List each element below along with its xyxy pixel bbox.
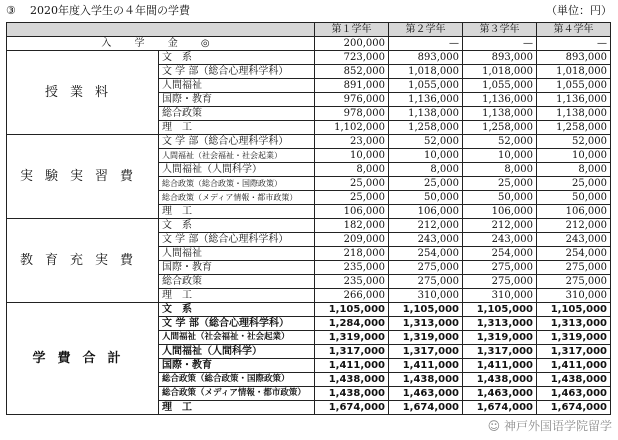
row-label: 人間福祉（人間科学）: [159, 345, 315, 359]
group-label: 教育充実費: [7, 219, 159, 303]
table-cell: 1,319,000: [463, 331, 537, 345]
row-label: 総合政策（メディア情報・都市政策）: [159, 191, 315, 205]
table-cell: 275,000: [537, 261, 611, 275]
table-cell: 852,000: [315, 65, 389, 79]
table-row: [7, 51, 611, 65]
table-cell: 1,411,000: [463, 359, 537, 373]
table-cell: 254,000: [463, 247, 537, 261]
table-cell: 1,258,000: [389, 121, 463, 135]
table-cell: 978,000: [315, 107, 389, 121]
table-cell: 10,000: [315, 149, 389, 163]
table-cell: —: [537, 37, 611, 51]
table-cell: 10,000: [389, 149, 463, 163]
row-label: 理 工: [159, 205, 315, 219]
table-cell: 1,438,000: [537, 373, 611, 387]
table-cell: 1,317,000: [315, 345, 389, 359]
row-label: 文 系: [159, 51, 315, 65]
table-cell: 243,000: [537, 233, 611, 247]
table-cell: 310,000: [463, 289, 537, 303]
table-cell: 1,138,000: [389, 107, 463, 121]
table-cell: 1,438,000: [389, 373, 463, 387]
header-corner: [7, 23, 315, 37]
row-label: 人間福祉: [159, 79, 315, 93]
table-cell: 275,000: [389, 261, 463, 275]
table-cell: 212,000: [463, 219, 537, 233]
column-header: 第１学年: [315, 23, 389, 37]
table-cell: 1,018,000: [537, 65, 611, 79]
table-cell: 200,000: [315, 37, 389, 51]
table-header-row: [7, 23, 611, 37]
table-cell: 106,000: [389, 205, 463, 219]
table-cell: 235,000: [315, 261, 389, 275]
group-label: 学費合計: [7, 303, 159, 415]
table-cell: 209,000: [315, 233, 389, 247]
table-cell: 25,000: [537, 177, 611, 191]
row-label: 国際・教育: [159, 261, 315, 275]
row-label: 人間福祉（社会福祉・社会起業）: [159, 149, 315, 163]
table-cell: 1,674,000: [389, 401, 463, 415]
table-cell: 50,000: [537, 191, 611, 205]
row-label: 国際・教育: [159, 93, 315, 107]
row-label: 総合政策: [159, 107, 315, 121]
table-cell: 23,000: [315, 135, 389, 149]
section-number: ③: [6, 4, 16, 17]
table-cell: 1,319,000: [389, 331, 463, 345]
table-cell: 1,136,000: [537, 93, 611, 107]
table-cell: 1,105,000: [537, 303, 611, 317]
group-label: 実験実習費: [7, 135, 159, 219]
row-label: 理 工: [159, 289, 315, 303]
table-cell: 1,438,000: [315, 373, 389, 387]
row-label: 文 学 部（総合心理科学科）: [159, 65, 315, 79]
table-cell: 266,000: [315, 289, 389, 303]
table-cell: 212,000: [389, 219, 463, 233]
entry-fee-row: [7, 37, 611, 51]
table-cell: 976,000: [315, 93, 389, 107]
table-cell: 1,317,000: [389, 345, 463, 359]
table-cell: 243,000: [463, 233, 537, 247]
table-cell: 1,438,000: [463, 373, 537, 387]
table-cell: 1,136,000: [463, 93, 537, 107]
tuition-group: [7, 51, 611, 135]
table-cell: 10,000: [463, 149, 537, 163]
table-cell: 25,000: [315, 191, 389, 205]
table-cell: 50,000: [463, 191, 537, 205]
table-cell: 1,463,000: [537, 387, 611, 401]
table-cell: 25,000: [315, 177, 389, 191]
table-cell: 275,000: [463, 275, 537, 289]
table-cell: 1,136,000: [389, 93, 463, 107]
table-cell: 235,000: [315, 275, 389, 289]
row-label: 理 工: [159, 121, 315, 135]
table-cell: 25,000: [463, 177, 537, 191]
table-cell: 1,313,000: [463, 317, 537, 331]
table-cell: 212,000: [537, 219, 611, 233]
entry-fee-label: 入 学 金 ◎: [7, 37, 315, 51]
table-cell: 106,000: [315, 205, 389, 219]
table-cell: 1,463,000: [389, 387, 463, 401]
table-row: [7, 303, 611, 317]
table-cell: 1,674,000: [537, 401, 611, 415]
table-cell: 1,018,000: [463, 65, 537, 79]
table-cell: 1,411,000: [537, 359, 611, 373]
group-label: 授業料: [7, 51, 159, 135]
table-cell: 893,000: [463, 51, 537, 65]
table-cell: 106,000: [463, 205, 537, 219]
row-label: 人間福祉（人間科学）: [159, 163, 315, 177]
row-label: 文 学 部（総合心理科学科）: [159, 317, 315, 331]
row-label: 総合政策（総合政策・国際政策）: [159, 373, 315, 387]
table-cell: 254,000: [389, 247, 463, 261]
column-header: 第４学年: [537, 23, 611, 37]
table-cell: 8,000: [315, 163, 389, 177]
table-cell: 218,000: [315, 247, 389, 261]
table-cell: 1,317,000: [463, 345, 537, 359]
table-cell: 52,000: [537, 135, 611, 149]
table-cell: 106,000: [537, 205, 611, 219]
table-cell: 1,105,000: [315, 303, 389, 317]
table-cell: —: [463, 37, 537, 51]
row-label: 総合政策（総合政策・国際政策）: [159, 177, 315, 191]
column-header: 第２学年: [389, 23, 463, 37]
document-header: [6, 2, 612, 20]
table-cell: 8,000: [463, 163, 537, 177]
row-label: 人間福祉: [159, 247, 315, 261]
table-cell: 275,000: [389, 275, 463, 289]
table-cell: 1,674,000: [463, 401, 537, 415]
table-cell: 1,138,000: [463, 107, 537, 121]
table-cell: 25,000: [389, 177, 463, 191]
table-cell: 1,319,000: [537, 331, 611, 345]
table-cell: 1,055,000: [389, 79, 463, 93]
row-label: 総合政策（メディア情報・都市政策）: [159, 387, 315, 401]
table-cell: 1,319,000: [315, 331, 389, 345]
table-cell: 1,411,000: [315, 359, 389, 373]
lab-fee-group: [7, 135, 611, 219]
table-cell: 52,000: [463, 135, 537, 149]
row-label: 文 学 部（総合心理科学科）: [159, 135, 315, 149]
table-cell: 310,000: [537, 289, 611, 303]
table-cell: 50,000: [389, 191, 463, 205]
table-cell: 1,055,000: [463, 79, 537, 93]
table-cell: 8,000: [389, 163, 463, 177]
table-cell: 1,258,000: [537, 121, 611, 135]
table-cell: 1,105,000: [389, 303, 463, 317]
table-cell: 1,313,000: [537, 317, 611, 331]
table-cell: 10,000: [537, 149, 611, 163]
table-cell: 1,438,000: [315, 387, 389, 401]
row-label: 文 学 部（総合心理科学科）: [159, 233, 315, 247]
table-cell: 1,018,000: [389, 65, 463, 79]
row-label: 文 系: [159, 303, 315, 317]
table-cell: 275,000: [537, 275, 611, 289]
table-cell: 1,284,000: [315, 317, 389, 331]
table-cell: 8,000: [537, 163, 611, 177]
table-cell: 182,000: [315, 219, 389, 233]
watermark: ☺ 神戸外国语学院留学: [487, 419, 612, 433]
unit-label: （単位：円）: [546, 4, 612, 17]
table-cell: 52,000: [389, 135, 463, 149]
table-row: [7, 219, 611, 233]
total-fee-group: [7, 303, 611, 415]
table-cell: 275,000: [463, 261, 537, 275]
row-label: 理 工: [159, 401, 315, 415]
document-title: 2020年度入学生の４年間の学費: [30, 4, 190, 17]
row-label: 文 系: [159, 219, 315, 233]
table-cell: 1,317,000: [537, 345, 611, 359]
table-cell: 1,105,000: [463, 303, 537, 317]
row-label: 国際・教育: [159, 359, 315, 373]
table-cell: 893,000: [389, 51, 463, 65]
table-cell: 723,000: [315, 51, 389, 65]
row-label: 総合政策: [159, 275, 315, 289]
table-cell: 1,138,000: [537, 107, 611, 121]
table-cell: 254,000: [537, 247, 611, 261]
table-cell: 310,000: [389, 289, 463, 303]
table-cell: 1,258,000: [463, 121, 537, 135]
table-cell: 1,411,000: [389, 359, 463, 373]
table-cell: 1,313,000: [389, 317, 463, 331]
row-label: 人間福祉（社会福祉・社会起業）: [159, 331, 315, 345]
table-cell: 891,000: [315, 79, 389, 93]
column-header: 第３学年: [463, 23, 537, 37]
table-cell: 1,102,000: [315, 121, 389, 135]
education-fee-group: [7, 219, 611, 303]
tuition-table: [6, 22, 611, 415]
table-cell: —: [389, 37, 463, 51]
table-cell: 1,674,000: [315, 401, 389, 415]
table-cell: 893,000: [537, 51, 611, 65]
table-cell: 1,463,000: [463, 387, 537, 401]
table-row: [7, 135, 611, 149]
table-cell: 243,000: [389, 233, 463, 247]
table-cell: 1,055,000: [537, 79, 611, 93]
